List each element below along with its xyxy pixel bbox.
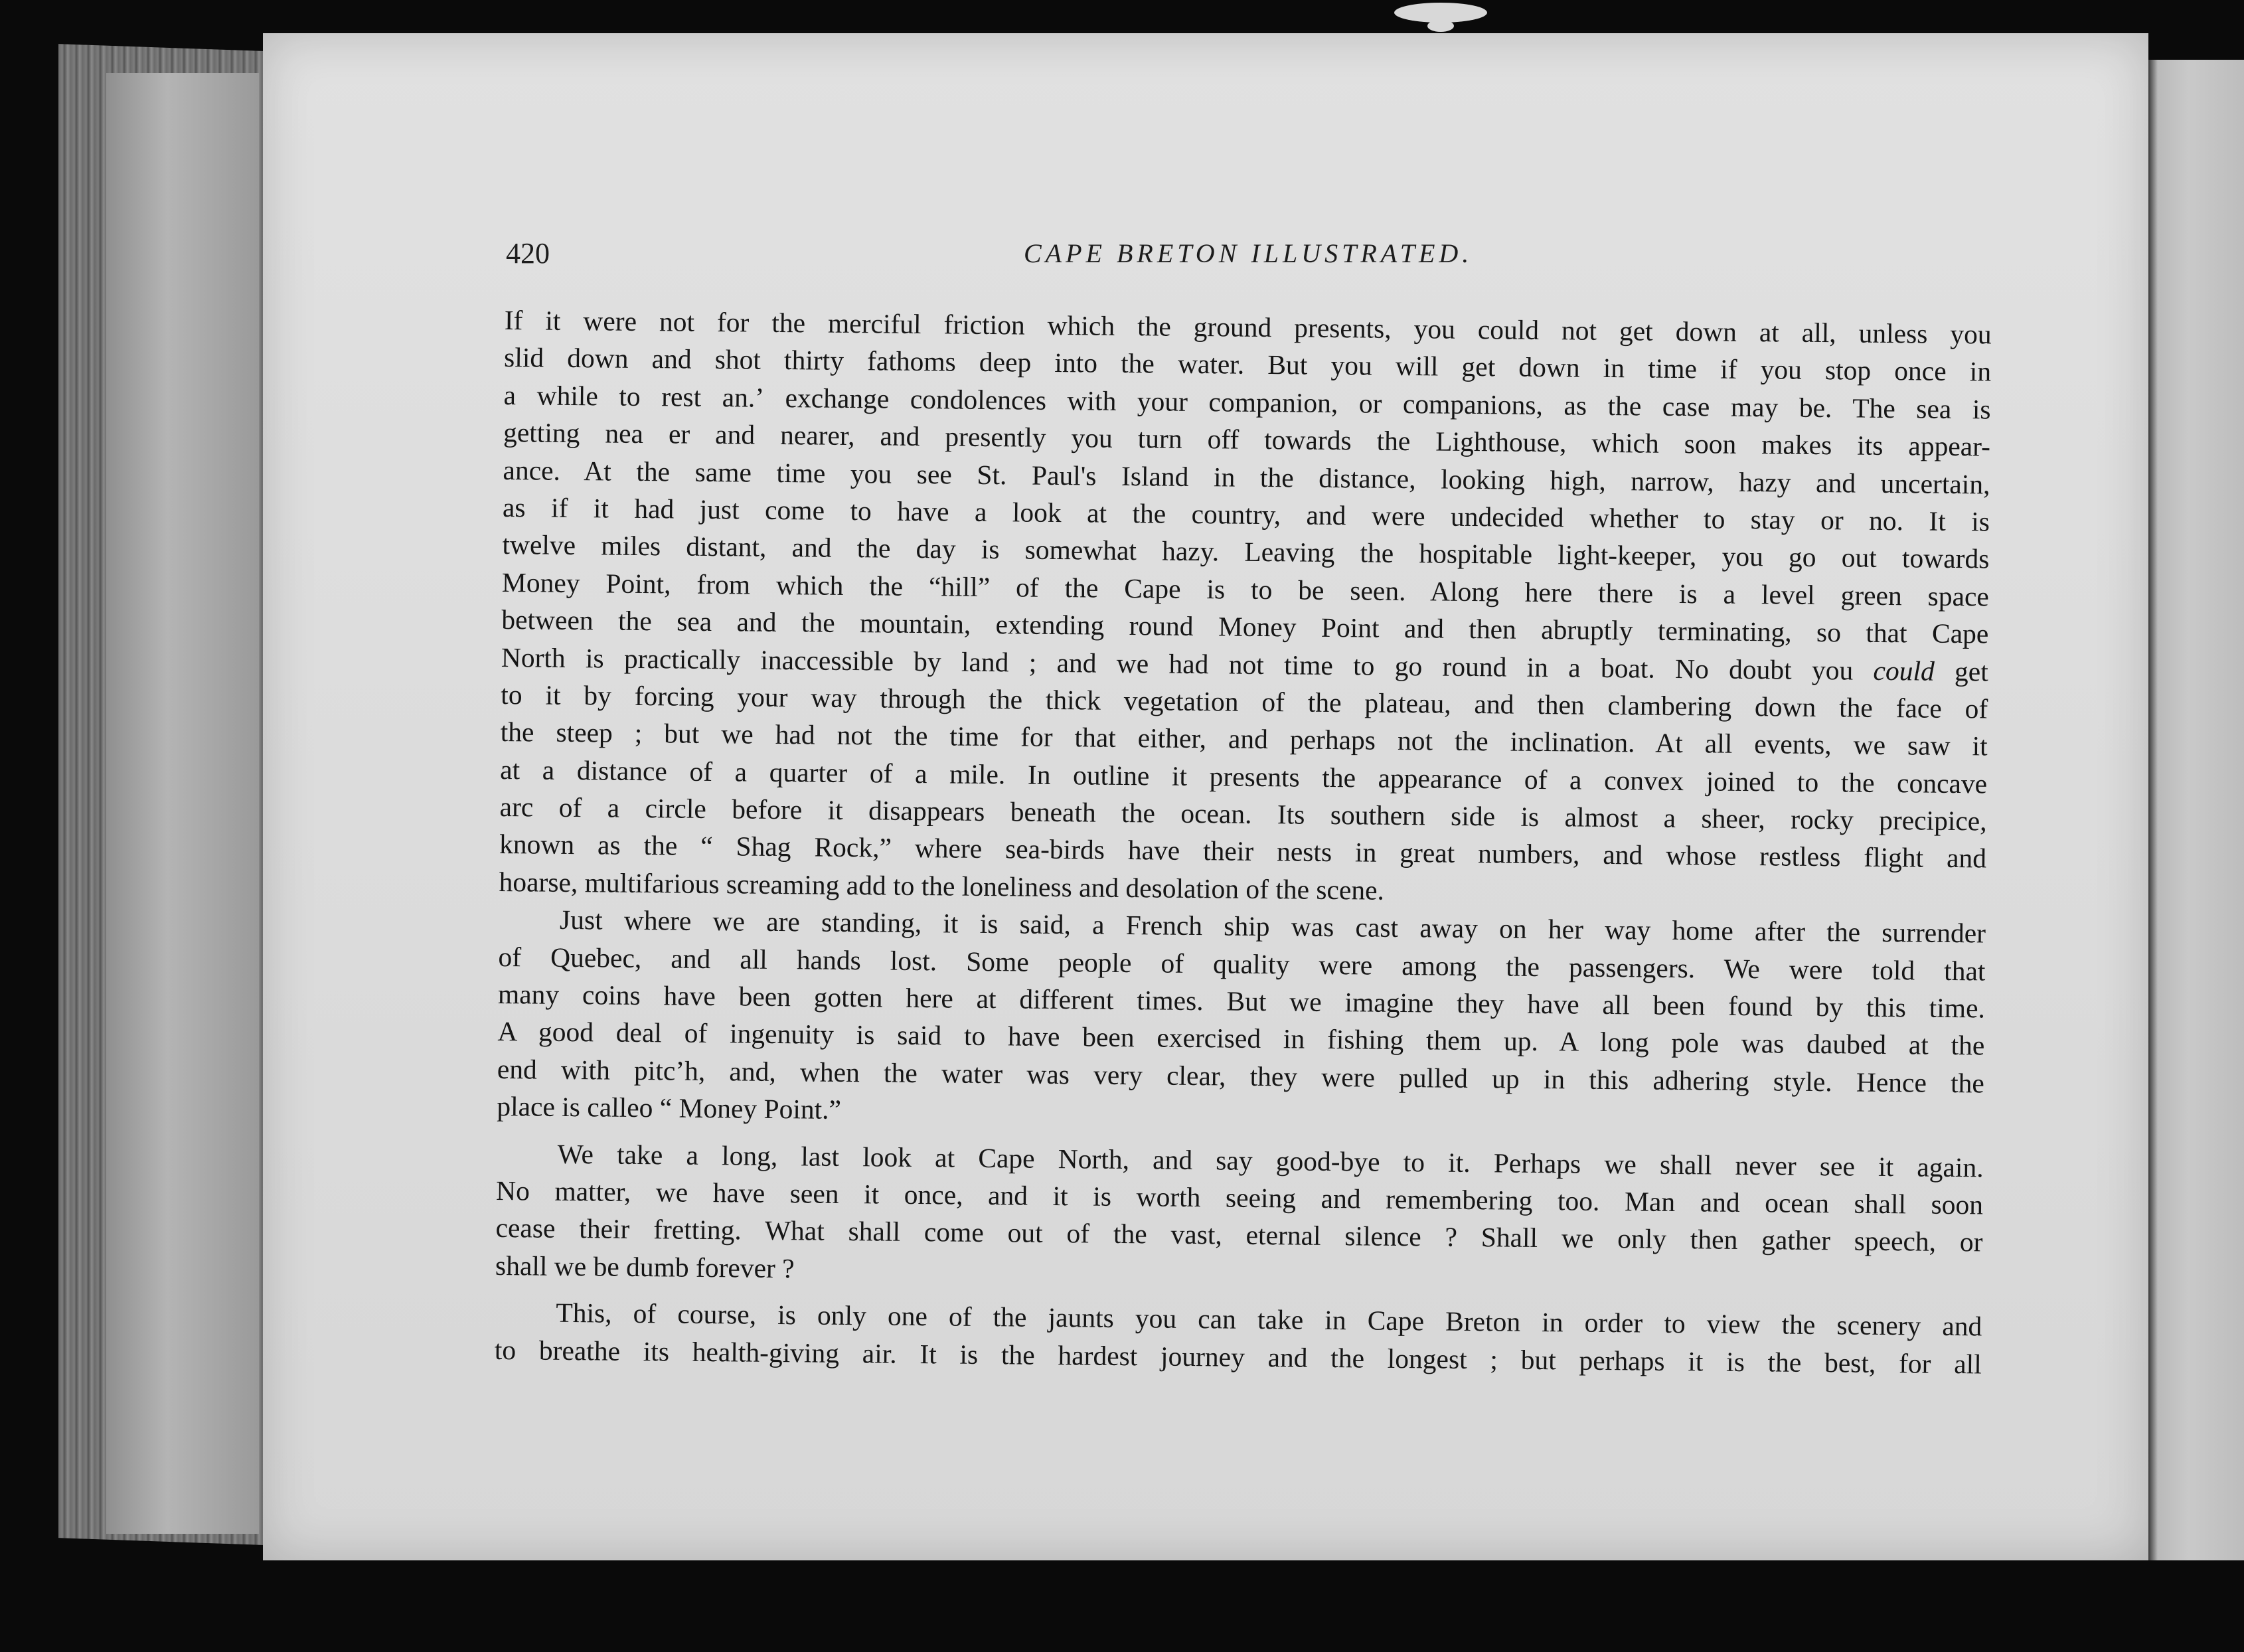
text-line: arc of a circle before it disappears beneath the ocean. Its southern side is almost a sheer, rocky precipice,	[499, 791, 1987, 837]
text-line: to breathe its health-giving air. It is the hardest journey and the longest ; but perhaps it is the best, for all	[494, 1334, 1982, 1379]
body-text	[495, 301, 1992, 1382]
text-line: as if it had just come to have a look at the country, and were undecided whether to stay or no. It is	[502, 491, 1990, 537]
text-line: This, of course, is only one of the jaunts you can take in Cape Breton in order to view the scenery and	[556, 1297, 1982, 1342]
text-line: place is calleᴏ “ Money Point.”	[497, 1091, 842, 1125]
text-line: hoarse, multifarious screaming add to the loneliness and desolation of the scene.	[499, 866, 1385, 906]
text-line: shall we be dumb forever ?	[495, 1250, 795, 1284]
text-line: a while to rest an.ʼ exchange condolences with your companion, or companions, as the case may be. The sea is	[503, 379, 1991, 425]
facing-page	[2148, 60, 2244, 1560]
text-line: known as the “ Shag Rock,” where sea-birds have their nests in great numbers, and whose restless flight and	[499, 829, 1987, 874]
text-line: ance. At the same time you see St. Paul's Island in the distance, looking high, narrow, hazy and uncertain,	[503, 454, 1990, 500]
text-line: getting nea er and nearer, and presently you turn off towards the Lighthouse, which soon makes its appear-	[503, 417, 1991, 462]
running-head	[506, 234, 1993, 274]
text-line: at a distance of a quarter of a mile. In outline it presents the appearance of a convex joined to the concave	[500, 754, 1988, 799]
running-title: CAPE BRETON ILLUSTRATED.	[1024, 238, 1473, 268]
text-line: If it were not for the merciful friction which the ground presents, you could not get down at all, unless you	[504, 304, 1992, 350]
text-line: end with pitcʼh, and, when the water was very clear, they were pulled up in this adhering style. Hence the	[497, 1053, 1985, 1099]
text-line: North is practically inaccessible by land ; and we had not time to go round in a boat. No doubt you could get	[501, 641, 1988, 687]
text-line: cease their fretting. What shall come out of the vast, eternal silence ? Shall we only then gather speech, or	[495, 1212, 1983, 1258]
text-line: the steep ; but we had not the time for that either, and perhaps not the inclination. At all events, we saw it	[500, 716, 1988, 762]
paragraph-3	[495, 1135, 1984, 1299]
text-line: to it by forcing your way through the thick vegetation of the plateau, and then clambering down the face of	[501, 679, 1988, 724]
text-line: Just where we are standing, it is said, a French ship was cast away on her way home after the surrender	[559, 904, 1986, 949]
emphasis: could	[1873, 655, 1935, 687]
page-edges	[106, 73, 259, 1534]
page-number: 420	[506, 237, 550, 270]
text-line: of Quebec, and all hands lost. Some people of quality were among the passengers. We were told that	[498, 941, 1986, 987]
text-line: No matter, we have seen it once, and it is worth seeing and remembering too. Man and ocean shall soon	[495, 1175, 1984, 1220]
scan-speck	[1427, 20, 1454, 32]
text-line: twelve miles distant, and the day is somewhat hazy. Leaving the hospitable light-keeper, you go out towards	[502, 529, 1990, 574]
text-line: A good deal of ingenuity is said to have been exercised in fishing them up. A long pole was daubed at the	[497, 1016, 1985, 1061]
text-line: slid down and shot thirty fathoms deep into the water. But you will get down in time if you stop once in	[503, 342, 1992, 387]
text-line: between the sea and the mountain, extending round Money Point and then abruptly terminating, so that Cape	[501, 604, 1989, 649]
paragraph-2	[497, 900, 1986, 1139]
text-line: many coins have been gotten here at different times. But we imagine they have all been found by this time.	[497, 978, 1986, 1024]
text-line: We take a long, last look at Cape North, and say good-bye to it. Perhaps we shall never see it again.	[557, 1138, 1984, 1183]
text-line: Money Point, from which the “hill” of the Cape is to be seen. Along here there is a level green space	[501, 566, 1990, 612]
paragraph-1	[499, 301, 1992, 915]
paragraph-4	[495, 1293, 1982, 1382]
